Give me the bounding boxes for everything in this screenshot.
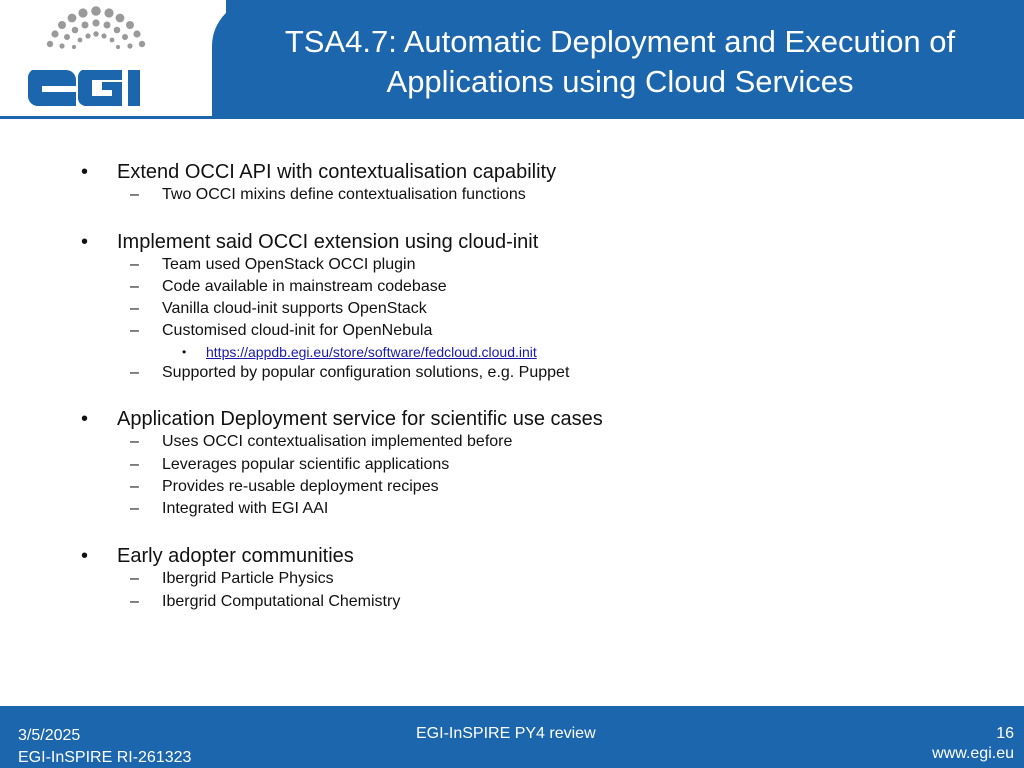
small-bullet-marker: •	[182, 345, 187, 359]
bullet-marker: •	[81, 161, 89, 183]
sub-bullet	[130, 299, 427, 319]
sub-bullet	[130, 255, 416, 275]
sub-bullet	[130, 592, 401, 612]
sub-sub-bullet	[182, 343, 537, 361]
sub-bullet-text: Ibergrid Computational Chemistry	[162, 593, 401, 610]
sub-bullet	[130, 321, 433, 341]
bullet-text: Extend OCCI API with contextualisation capability	[117, 161, 557, 183]
bullet-marker: •	[81, 231, 89, 253]
bullet-implement-occi	[81, 230, 539, 254]
sub-bullet	[130, 185, 526, 205]
dash-marker: –	[130, 364, 139, 381]
sub-bullet-text: Customised cloud-init for OpenNebula	[162, 322, 433, 339]
bullet-marker: •	[81, 408, 89, 430]
bullet-extend-occi	[81, 160, 557, 184]
sub-bullet-text: Provides re-usable deployment recipes	[162, 478, 439, 495]
dash-marker: –	[130, 278, 139, 295]
sub-bullet	[130, 477, 439, 497]
bullet-text: Application Deployment service for scientific use cases	[117, 408, 603, 430]
slide-footer	[0, 706, 1024, 768]
footer-date: 3/5/2025	[18, 727, 81, 744]
slide-title-line-1: TSA4.7: Automatic Deployment and Execution of	[284, 24, 956, 59]
sub-bullet	[130, 363, 570, 383]
sub-bullet-text: Two OCCI mixins define contextualisation functions	[162, 186, 526, 203]
sub-bullet	[130, 569, 334, 589]
sub-bullet	[130, 455, 450, 475]
sub-bullet-text: Leverages popular scientific applications	[162, 456, 450, 473]
bullet-marker: •	[81, 545, 89, 567]
slide-title-line-2: Applications using Cloud Services	[386, 64, 854, 99]
dash-marker: –	[130, 570, 139, 587]
cloud-init-link[interactable]: https://appdb.egi.eu/store/software/fedcloud.cloud.init	[206, 344, 537, 360]
bullet-application-deployment	[81, 407, 603, 431]
bullet-early-adopters	[81, 544, 354, 568]
dash-marker: –	[130, 300, 139, 317]
dash-marker: –	[130, 433, 139, 450]
sub-bullet-text: Ibergrid Particle Physics	[162, 570, 334, 587]
sub-bullet-text: Code available in mainstream codebase	[162, 278, 447, 295]
page-number: 16	[996, 725, 1014, 742]
footer-project-id: EGI-InSPIRE RI-261323	[18, 749, 192, 766]
sub-bullet	[130, 432, 513, 452]
dash-marker: –	[130, 322, 139, 339]
dash-marker: –	[130, 500, 139, 517]
sub-bullet-text: Team used OpenStack OCCI plugin	[162, 256, 416, 273]
dash-marker: –	[130, 478, 139, 495]
dash-marker: –	[130, 256, 139, 273]
bullet-text: Implement said OCCI extension using cloud-init	[117, 231, 539, 253]
sub-bullet-text: Supported by popular configuration solutions, e.g. Puppet	[162, 364, 570, 381]
dash-marker: –	[130, 593, 139, 610]
bullet-text: Early adopter communities	[117, 545, 354, 567]
dash-marker: –	[130, 186, 139, 203]
sub-bullet	[130, 499, 329, 519]
sub-bullet-text: Integrated with EGI AAI	[162, 500, 329, 517]
sub-bullet-text: Vanilla cloud-init supports OpenStack	[162, 300, 427, 317]
sub-bullet-text: Uses OCCI contextualisation implemented before	[162, 433, 513, 450]
sub-bullet	[130, 277, 447, 297]
dash-marker: –	[130, 456, 139, 473]
footer-website: www.egi.eu	[932, 745, 1014, 762]
footer-center-text: EGI-InSPIRE PY4 review	[416, 725, 596, 742]
